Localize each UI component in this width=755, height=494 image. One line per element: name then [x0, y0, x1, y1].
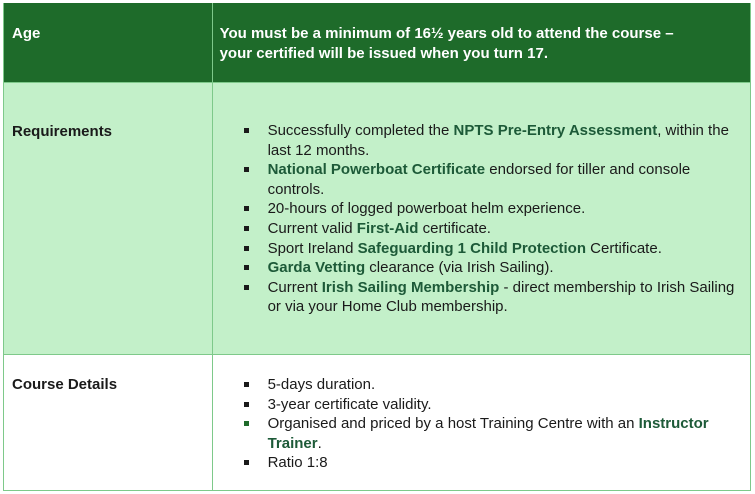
highlighted-term: Safeguarding 1 Child Protection	[357, 239, 586, 257]
course-details-content-cell	[212, 355, 750, 491]
list-item	[268, 121, 744, 160]
bullet-icon	[244, 246, 249, 251]
requirements-content-cell	[212, 83, 750, 355]
highlighted-term: Garda Vetting	[267, 259, 366, 277]
item-text: clearance (via Irish Sailing).	[365, 259, 554, 277]
list-item	[268, 258, 744, 278]
item-text: , within the last 12 months.	[267, 122, 729, 159]
course-info-table	[3, 3, 751, 491]
highlighted-term: NPTS Pre-Entry Assessment	[453, 122, 658, 139]
item-text: Certificate.	[586, 239, 662, 257]
highlighted-term: National Powerboat Certificate	[267, 161, 486, 179]
bullet-icon	[244, 128, 249, 133]
bullet-icon	[244, 226, 249, 231]
list-item	[268, 375, 744, 395]
age-text-line1: You must be a minimum of 16½ years old to attend the course –	[219, 25, 674, 42]
age-text-line2: your certified will be issued when you turn 17.	[219, 44, 548, 62]
list-item	[268, 395, 744, 415]
item-text: Sport Ireland	[267, 239, 358, 257]
item-text: Current valid	[267, 219, 357, 237]
age-text	[213, 3, 750, 63]
item-text: 5-days duration.	[267, 376, 376, 393]
item-text: .	[317, 434, 322, 452]
item-text: Current	[267, 278, 322, 296]
highlighted-term: Irish Sailing Membership	[321, 278, 500, 296]
item-text: certificate.	[418, 219, 491, 237]
item-text: 3-year certificate validity.	[267, 395, 432, 413]
age-text-cell	[212, 3, 750, 83]
list-item	[268, 414, 744, 453]
item-text: Ratio 1:8	[267, 454, 328, 472]
bullet-icon	[244, 460, 249, 465]
requirements-label-cell	[4, 83, 213, 355]
item-text: Successfully completed the	[267, 122, 454, 139]
course-details-list	[213, 355, 750, 473]
bullet-icon	[244, 167, 249, 172]
bullet-icon	[244, 265, 249, 270]
bullet-icon	[244, 421, 249, 426]
list-item	[268, 219, 744, 239]
age-row	[4, 3, 751, 83]
list-item	[268, 239, 744, 259]
age-label: Age	[12, 25, 41, 42]
list-item	[268, 453, 744, 473]
list-item	[268, 199, 744, 219]
course-details-label: Course Details	[12, 376, 118, 393]
item-text: 20-hours of logged powerboat helm experience.	[267, 200, 586, 218]
course-details-row	[4, 355, 751, 491]
bullet-icon	[244, 382, 249, 387]
requirements-list	[213, 83, 750, 317]
list-item	[268, 278, 744, 317]
course-details-label-cell	[4, 355, 213, 491]
highlighted-term: Instructor Trainer	[267, 415, 709, 452]
bullet-icon	[244, 402, 249, 407]
requirements-row	[4, 83, 751, 355]
item-text: Organised and priced by a host Training Centre with an	[267, 415, 639, 433]
bullet-icon	[244, 285, 249, 290]
item-text: endorsed for tiller and console controls.	[267, 161, 691, 198]
bullet-icon	[244, 206, 249, 211]
item-text: - direct membership to Irish Sailing or via your Home Club membership.	[267, 278, 735, 316]
highlighted-term: First-Aid	[356, 219, 419, 237]
age-label-cell	[4, 3, 213, 83]
list-item	[268, 160, 744, 199]
requirements-label: Requirements	[12, 123, 113, 140]
